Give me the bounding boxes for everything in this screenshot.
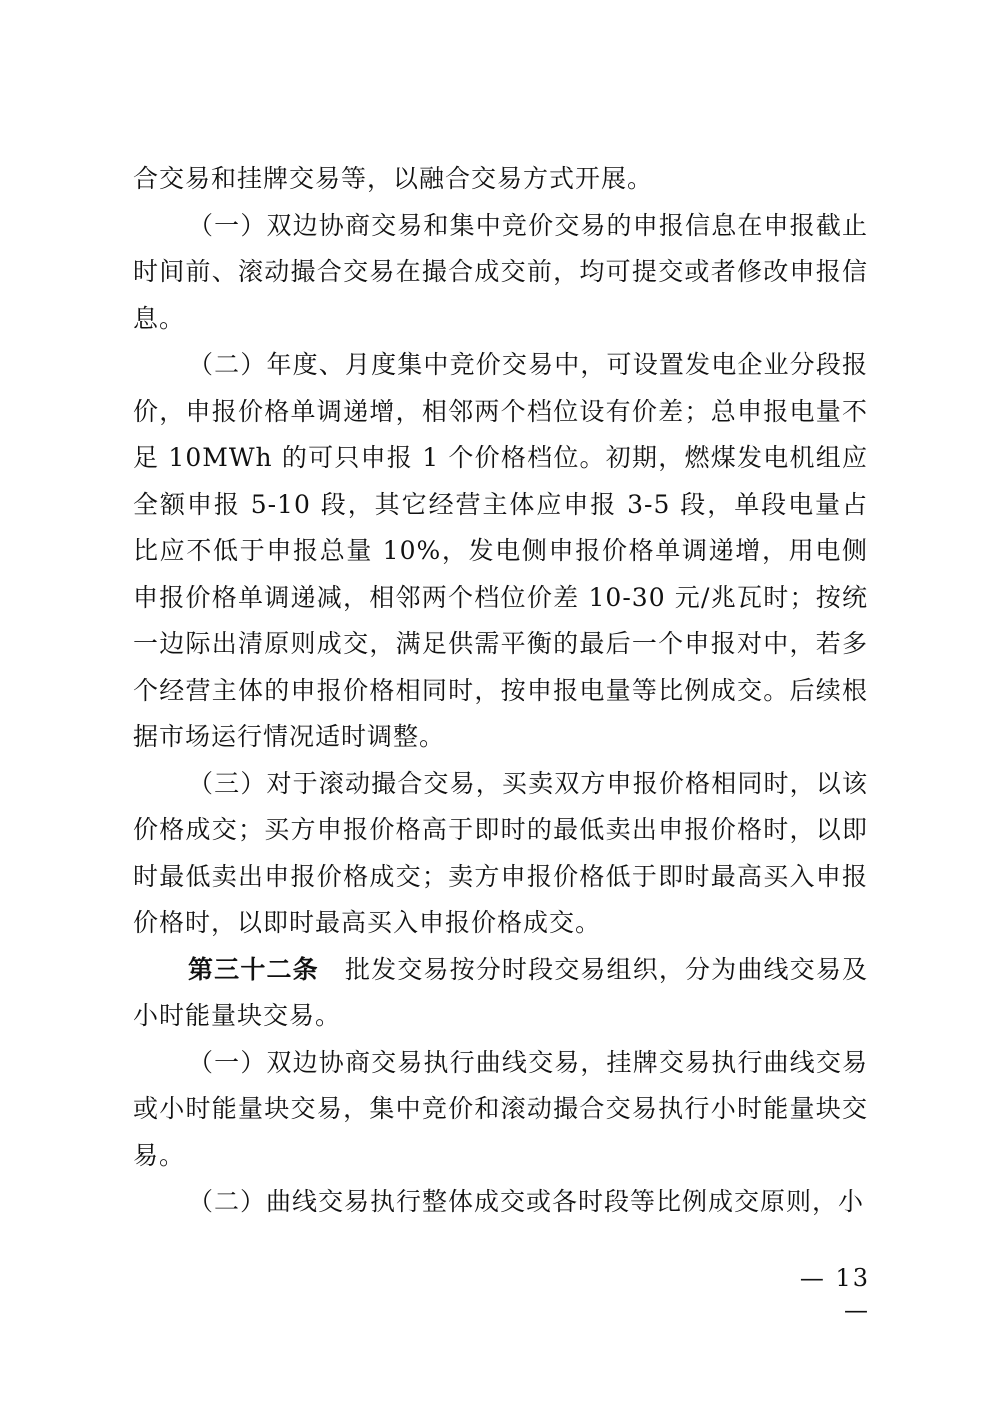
article-32-paragraph: [133, 947, 868, 1040]
paragraph-continuation: 合交易和挂牌交易等，以融合交易方式开展。: [133, 164, 654, 193]
body-text: [133, 156, 868, 1226]
paragraph-item-2: （二）年度、月度集中竞价交易中，可设置发电企业分段报价，申报价格单调递增，相邻两个档位设有价差；总申报电量不足 10MWh 的可只申报 1 个价格档位。初期，燃煤发电机组应全额申报 5-10 段，其它经营主体应申报 3-5 段，单段电量占比应不低于申报总量 10%，发电侧申报价格单调递增，用电侧申报价格单调递减，相邻两个档位价差 10-30 元/兆瓦时；按统一边际出清原则成交，满足供需平衡的最后一个申报对中，若多个经营主体的申报价格相同时，按申报电量等比例成交。后续根据市场运行情况适时调整。: [133, 350, 868, 751]
article-title: 第三十二条: [188, 954, 319, 984]
paragraph-item-1b: （一）双边协商交易执行曲线交易，挂牌交易执行曲线交易或小时能量块交易，集中竞价和滚动撮合交易执行小时能量块交易。: [133, 1047, 868, 1170]
article-text: 批发交易按分时段交易组织，分为曲线交易及小时能量块交易。: [133, 954, 868, 1030]
paragraph-item-2b: （二）曲线交易执行整体成交或各时段等比例成交原则，小: [188, 1187, 865, 1216]
page-number: — 13 —: [799, 1264, 870, 1324]
paragraph-item-3: （三）对于滚动撮合交易，买卖双方申报价格相同时，以该价格成交；买方申报价格高于即时的最低卖出申报价格时，以即时最低卖出申报价格成交；卖方申报价格低于即时最高买入申报价格时，以即时最高买入申报价格成交。: [133, 768, 868, 937]
paragraph-item-1: （一）双边协商交易和集中竞价交易的申报信息在申报截止时间前、滚动撮合交易在撮合成交前，均可提交或者修改申报信息。: [133, 210, 868, 333]
